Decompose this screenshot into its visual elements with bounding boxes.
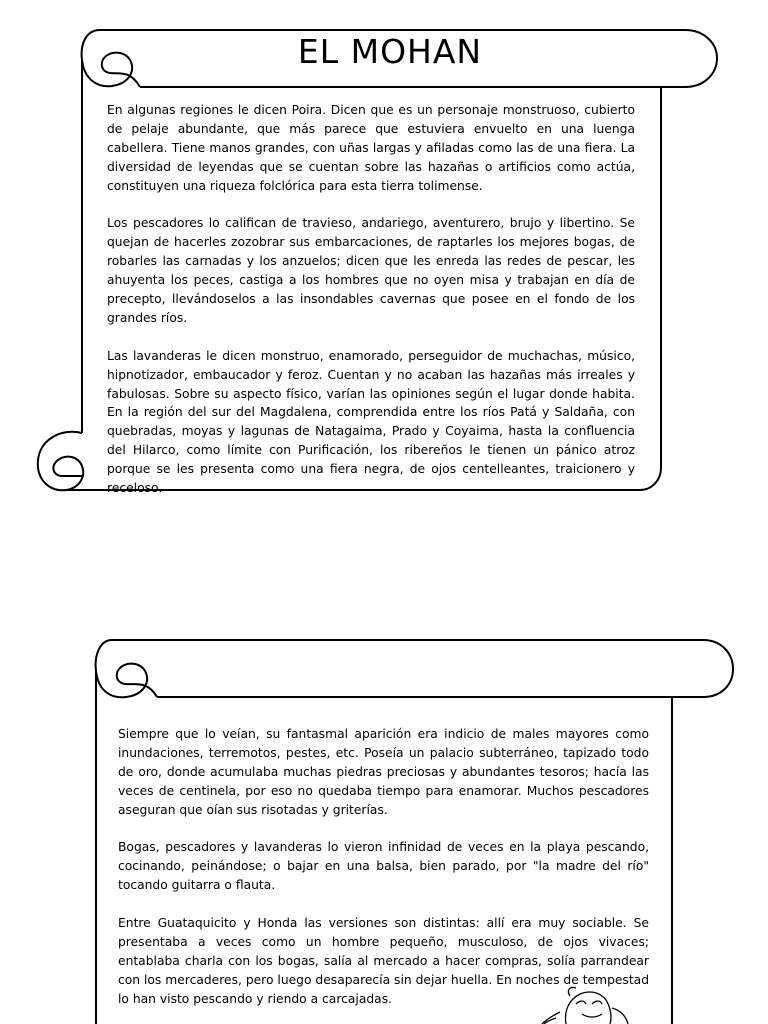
page-title: EL MOHAN: [297, 32, 483, 71]
paragraph: Las lavanderas le dicen monstruo, enamorado, perseguidor de muchachas, músico, hipnotizador, embaucador y feroz. Cuentan y no acaban las hazañas más irreales y fabulosas. Sobre su aspecto físico, varían las opiniones según el lugar donde habita. En la región del sur del Magdalena, comprendida entre los ríos Patá y Saldaña, con quebradas, moyas y lagunas de Natagaima, Prado y Coyaima, hasta la confluencia del Hilarco, como límite con Purificación, los ribereños le tienen un pánico atroz porque se les presenta como una fiera negra, de ojos centelleantes, traicionero y receloso.: [107, 348, 635, 496]
paragraph: Los pescadores lo califican de travieso, andariego, aventurero, brujo y libertino. Se quejan de hacerles zozobrar sus embarcaciones, de raptarles los mejores bogas, de robarles las carnadas y los anzuelos; dicen que les enreda las redes de pescar, les ahuyenta los peces, castiga a los hombres que no oyen misa y trabajan en día de precepto, llevándoselos a las insondables cavernas que posee en el fondo de los grandes ríos.: [107, 216, 635, 325]
paragraph: Siempre que lo veían, su fantasmal aparición era indicio de males mayores como inundaciones, terremotos, pestes, etc. Poseía un palacio subterráneo, tapizado todo de oro, donde acumulaba muchas piedras preciosas y abundantes tesoros; hacía las veces de centinela, por eso no quedaba tiempo para enamorar. Muchos pescadores aseguran que oían sus risotadas y griterías.: [118, 727, 649, 817]
paragraph: Entre Guataquicito y Honda las versiones son distintas: allí era muy sociable. Se presentaba a veces como un hombre pequeño, musculoso, de ojos vivaces; entablaba charla con los bogas, salía al mercado a hacer compras, solía parrandear con los mercaderes, pero luego desaparecía sin dejar huella. En noches de tempestad lo han visto pescando y riendo a carcajadas.: [118, 916, 650, 1006]
paragraph: Bogas, pescadores y lavanderas lo vieron infinidad de veces en la playa pescando, cocinando, peinándose; o bajar en una balsa, bien parado, por "la madre del río" tocando guitarra o flauta.: [118, 840, 649, 893]
scroll-1-text: [107, 101, 635, 498]
paragraph: En algunas regiones le dicen Poira. Dicen que es un personaje monstruoso, cubierto de pelaje abundante, que más parece que estuviera envuelto en una luenga cabellera. Tiene manos grandes, con uñas largas y afiladas como las de una fiera. La diversidad de leyendas que se cuentan sobre las hazañas o artificios como actúa, constituyen una riqueza folclórica para esta tierra tolimense.: [107, 103, 635, 193]
scroll-2-text: [118, 725, 649, 1009]
